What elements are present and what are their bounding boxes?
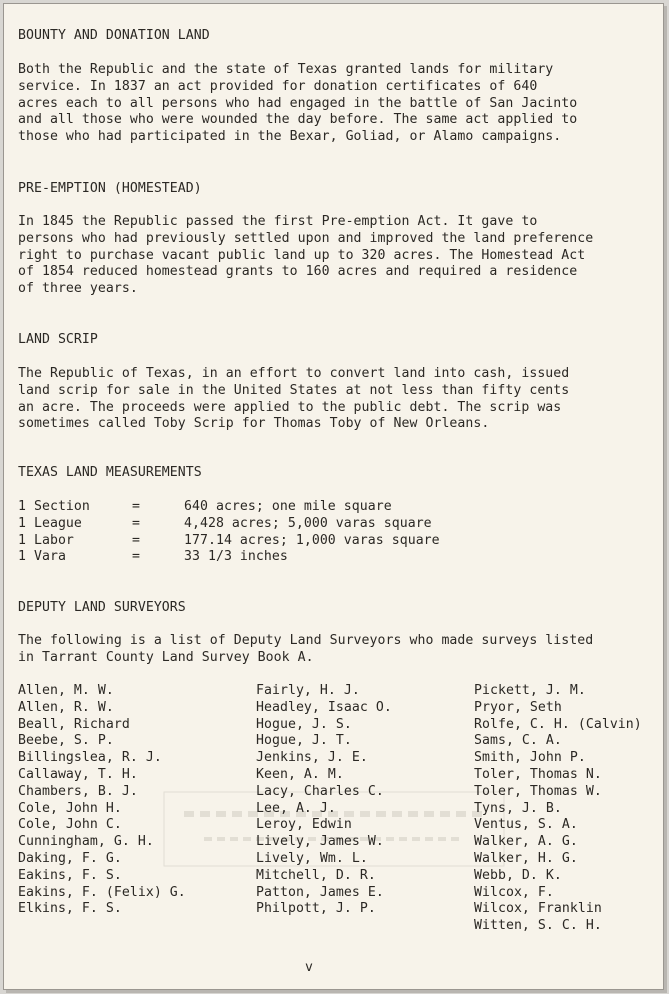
surveyor-name: Hogue, J. S. bbox=[256, 716, 352, 732]
paragraph-pre-emption: In 1845 the Republic passed the first Pre-emption Act. It gave to persons who had previously settled upon and improved the land preference right to purchase vacant public land up to 320 acres. The Homestead Act of 1854 reduced homestead grants to 160 acres and required a residence of three years. bbox=[18, 214, 594, 297]
surveyor-column-2 bbox=[256, 683, 392, 918]
measurements-table bbox=[18, 499, 440, 566]
paragraph-bounty-donation-land: Both the Republic and the state of Texas granted lands for military service. In 1837 an act provided for donation certificates of 640 acres each to all persons who had engaged in the battle of San Jacinto and all those who were wounded the day before. The same act applied to those who had participated in the Bexar, Goliad, or Alamo campaigns. bbox=[18, 62, 578, 145]
surveyor-name: Beall, Richard bbox=[18, 716, 130, 732]
surveyor-name: Fairly, H. J. bbox=[256, 683, 360, 698]
surveyor-name: Headley, Isaac O. bbox=[256, 699, 392, 715]
measurement-value: 33 1/3 inches bbox=[184, 549, 288, 565]
surveyor-name: Lively, Wm. L. bbox=[256, 850, 368, 866]
heading-land-scrip: LAND SCRIP bbox=[18, 332, 98, 347]
surveyor-name: Cole, John H. bbox=[18, 800, 122, 816]
measurement-row bbox=[18, 499, 440, 516]
heading-land-measurements: TEXAS LAND MEASUREMENTS bbox=[18, 465, 202, 480]
heading-bounty-donation-land: BOUNTY AND DONATION LAND bbox=[18, 28, 210, 43]
measurement-unit: 1 Vara bbox=[18, 549, 66, 565]
surveyor-name: Hogue, J. T. bbox=[256, 733, 352, 749]
surveyor-name: Eakins, F. S. bbox=[18, 867, 122, 883]
measurement-unit: 1 Section bbox=[18, 499, 90, 514]
surveyor-name: Allen, M. W. bbox=[18, 683, 114, 698]
equals-sign: = bbox=[132, 532, 140, 548]
surveyor-name: Cole, John C. bbox=[18, 817, 122, 833]
surveyor-name: Mitchell, D. R. bbox=[256, 867, 376, 883]
surveyor-name: Daking, F. G. bbox=[18, 850, 122, 866]
measurement-value: 640 acres; one mile square bbox=[184, 499, 392, 514]
surveyor-name: Pickett, J. M. bbox=[474, 683, 586, 698]
paragraph-land-scrip: The Republic of Texas, in an effort to convert land into cash, issued land scrip for sale in the United States at not less than fifty cents an acre. The proceeds were applied to the public debt. The scrip was sometimes called Toby Scrip for Thomas Toby of New Orleans. bbox=[18, 366, 570, 432]
equals-sign: = bbox=[132, 515, 140, 531]
surveyor-name: Lee, A. J. bbox=[256, 800, 336, 816]
surveyor-name: Leroy, Edwin bbox=[256, 817, 352, 833]
measurement-row bbox=[18, 533, 440, 550]
surveyor-name: Tyns, J. B. bbox=[474, 800, 562, 816]
paragraph-surveyors-intro: The following is a list of Deputy Land Surveyors who made surveys listed in Tarrant County Land Survey Book A. bbox=[18, 633, 594, 665]
surveyor-name: Walker, A. G. bbox=[474, 834, 578, 850]
document-page bbox=[3, 3, 664, 990]
heading-deputy-surveyors: DEPUTY LAND SURVEYORS bbox=[18, 600, 186, 615]
surveyor-column-1 bbox=[18, 683, 186, 918]
surveyor-name: Cunningham, G. H. bbox=[18, 834, 154, 850]
surveyor-name: Wilcox, Franklin bbox=[474, 901, 602, 917]
surveyor-name: Beebe, S. P. bbox=[18, 733, 114, 749]
measurement-unit: 1 Labor bbox=[18, 532, 74, 548]
surveyor-name: Pryor, Seth bbox=[474, 699, 562, 715]
heading-pre-emption: PRE-EMPTION (HOMESTEAD) bbox=[18, 181, 202, 196]
surveyor-name: Jenkins, J. E. bbox=[256, 750, 368, 766]
equals-sign: = bbox=[132, 499, 140, 514]
page-number: v bbox=[305, 960, 313, 975]
surveyor-name: Lively, James W. bbox=[256, 834, 384, 850]
surveyor-name: Webb, D. K. bbox=[474, 867, 562, 883]
surveyor-name: Toler, Thomas N. bbox=[474, 766, 602, 782]
equals-sign: = bbox=[132, 549, 140, 565]
surveyor-name: Sams, C. A. bbox=[474, 733, 562, 749]
surveyor-name: Patton, James E. bbox=[256, 884, 384, 900]
surveyor-name: Wilcox, F. bbox=[474, 884, 554, 900]
surveyor-name: Keen, A. M. bbox=[256, 766, 344, 782]
measurement-row bbox=[18, 549, 440, 566]
measurement-value: 4,428 acres; 5,000 varas square bbox=[184, 515, 432, 531]
surveyor-name: Ventus, S. A. bbox=[474, 817, 578, 833]
surveyor-name: Rolfe, C. H. (Calvin) bbox=[474, 716, 642, 732]
surveyor-name: Billingslea, R. J. bbox=[18, 750, 162, 766]
surveyor-name: Lacy, Charles C. bbox=[256, 783, 384, 799]
measurement-unit: 1 League bbox=[18, 515, 82, 531]
measurement-row bbox=[18, 516, 440, 533]
surveyor-name: Allen, R. W. bbox=[18, 699, 114, 715]
surveyor-name: Philpott, J. P. bbox=[256, 901, 376, 917]
surveyor-name: Eakins, F. (Felix) G. bbox=[18, 884, 186, 900]
surveyor-name: Walker, H. G. bbox=[474, 850, 578, 866]
surveyor-name: Callaway, T. H. bbox=[18, 766, 138, 782]
surveyor-name: Elkins, F. S. bbox=[18, 901, 122, 917]
measurement-value: 177.14 acres; 1,000 varas square bbox=[184, 532, 440, 548]
surveyor-name: Chambers, B. J. bbox=[18, 783, 138, 799]
surveyor-name: Witten, S. C. H. bbox=[474, 918, 602, 934]
surveyor-name: Toler, Thomas W. bbox=[474, 783, 602, 799]
surveyor-name: Smith, John P. bbox=[474, 750, 586, 766]
surveyor-column-3 bbox=[474, 683, 642, 935]
